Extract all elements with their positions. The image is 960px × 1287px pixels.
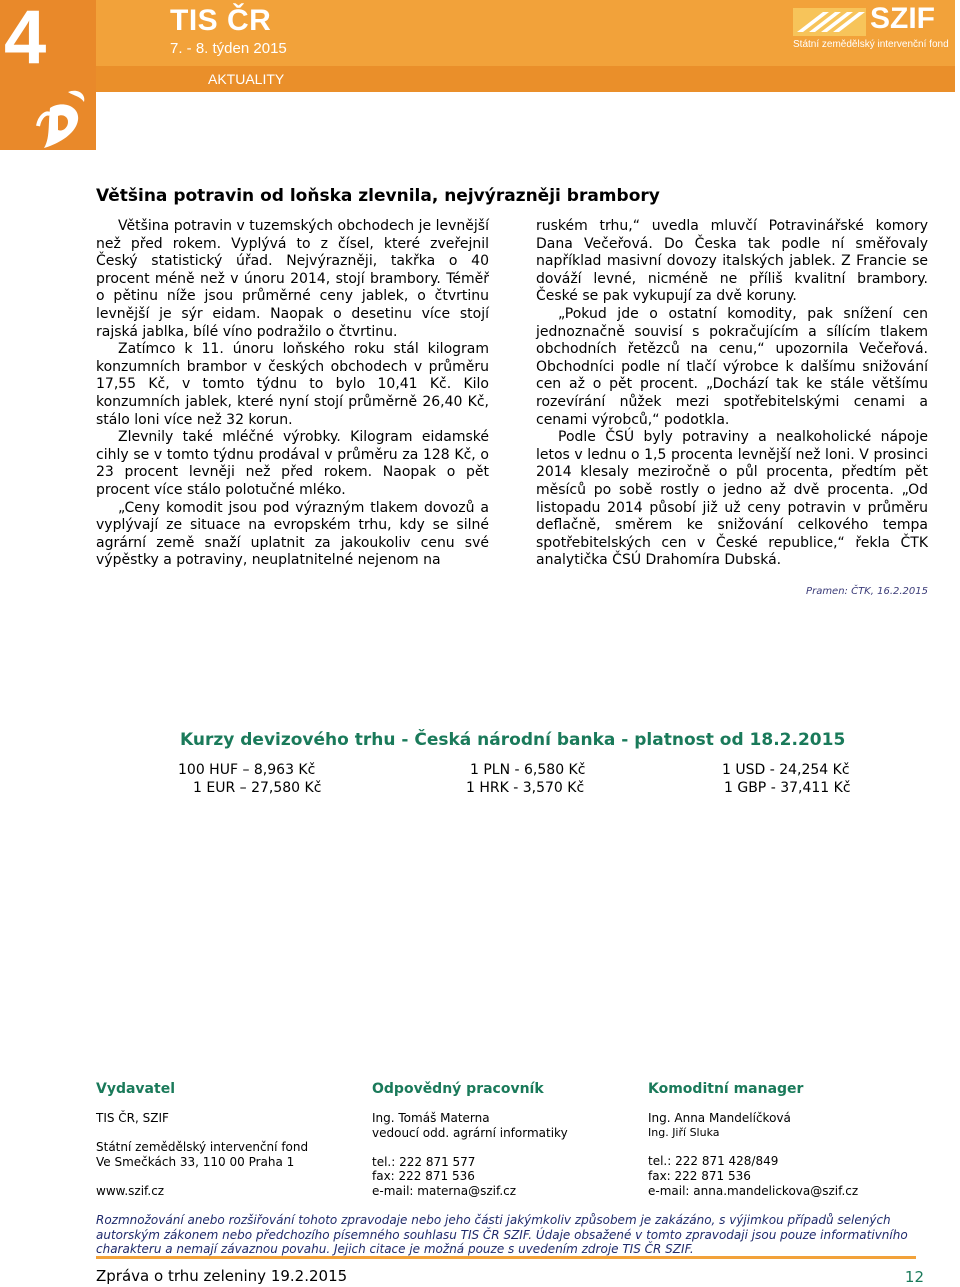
- rate-item: 1 GBP - 37,411 Kč: [724, 780, 851, 796]
- responsible-name: Ing. Tomáš Materna: [372, 1111, 490, 1125]
- responsible-role: vedoucí odd. agrární informatiky: [372, 1126, 568, 1140]
- paragraph: Zatímco k 11. únoru loňského roku stál kilogram konzumních brambor v českých obchodech v průměru 17,55 Kč, v tomto týdnu to bylo 10,41 Kč. Kilo konzumních jablek, které nyní stojí průměrně 26,40 Kč, stálo loni více než 32 korun.: [96, 341, 489, 428]
- manager-email-link[interactable]: e-mail: anna.mandelickova@szif.cz: [648, 1184, 859, 1198]
- rate-item: 1 PLN - 6,580 Kč: [470, 762, 586, 778]
- responsible-tel: tel.: 222 871 577: [372, 1155, 476, 1169]
- paragraph: Zlevnily také mléčné výrobky. Kilogram eidamské cihly se v tomto týdnu prodával v průměru za 128 Kč, o 23 procent levněji než před rokem. Naopak o pět procent více stálo polotučné mléko.: [96, 429, 489, 498]
- copyright-disclaimer: Rozmnožování anebo rozšiřování tohoto zpravodaje nebo jeho části jakýmkoliv způsobem je zakázáno, s výjimkou případů selených autorským zákonem nebo předchozího písemného souhlasu TIS ČR SZIF. Údaje obsažené v tomto zpravodaji jsou pouze informativního charakteru a nemají závaznou povahu. Jejich citace je možná pouze s uvedením zdroje TIS ČR SZIF.: [96, 1213, 908, 1256]
- brand-subtitle: Státní zemědělský intervenční fond: [793, 39, 949, 50]
- responsible-fax: fax: 222 871 536: [372, 1169, 475, 1183]
- rates-title: Kurzy devizového trhu - Česká národní banka - platnost od 18.2.2015: [180, 730, 846, 750]
- article-left-column: [96, 218, 489, 570]
- article-right-column: [536, 218, 928, 570]
- manager-name-2: Ing. Jiří Sluka: [648, 1126, 720, 1139]
- article-headline: Většina potravin od loňska zlevnila, nejvýrazněji brambory: [96, 186, 660, 206]
- article-source: Pramen: ČTK, 16.2.2015: [806, 586, 928, 597]
- manager-tel: tel.: 222 871 428/849: [648, 1154, 779, 1168]
- manager-name-1: Ing. Anna Mandelíčková: [648, 1111, 791, 1125]
- szif-logo-icon: [793, 8, 866, 36]
- rate-item: 100 HUF – 8,963 Kč: [178, 762, 316, 778]
- section-bar: [0, 66, 955, 92]
- responsible-heading: Odpovědný pracovník: [372, 1081, 544, 1097]
- manager-fax: fax: 222 871 536: [648, 1169, 751, 1183]
- vegetable-icon: [28, 86, 94, 150]
- paragraph: „Ceny komodit jsou pod výrazným tlakem dovozů a vyplývají ze situace na evropském trhu, kdy se silné agrární země snaží uplatnit za jakoukoliv cenu své výpěstky a potraviny, neuplatnitelné nejenom na: [96, 499, 489, 569]
- publisher-fund: Státní zemědělský intervenční fond: [96, 1140, 309, 1154]
- publisher-org: TIS ČR, SZIF: [96, 1111, 169, 1125]
- page-number: 12: [904, 1268, 924, 1286]
- publisher-heading: Vydavatel: [96, 1081, 175, 1097]
- paragraph: ruském trhu,“ uvedla mluvčí Potravinářské komory Dana Večeřová. Do Česka tak podle ní směřovaly například masivní dovozy italských jablek. Z Francie se dováží levné, nicméně ne příliš kvalitní brambory. České se pak vykupují za dvě koruny.: [536, 218, 928, 305]
- publication-title: TIS ČR: [170, 4, 272, 37]
- paragraph: „Pokud jde o ostatní komodity, pak snížení cen jednoznačně souvisí s pokračujícím a sílícím tlakem obchodních řetězců na cenu,“ upozornila Večeřová. Obchodníci podle ní tlačí výrobce k dalšímu snižování cen až o pět procent. „Dochází tak ke stále většímu rozevírání nůžek mezi spotřebitelskými cenami a cenami výrobců,“ podotkla.: [536, 305, 928, 428]
- publisher-web-link[interactable]: www.szif.cz: [96, 1184, 165, 1198]
- paragraph: Podle ČSÚ byly potraviny a nealkoholické nápoje letos v lednu o 1,5 procenta levnější než loni. V prosinci 2014 klesaly meziročně o půl procenta, předtím pět měsíců po sobě rostly o jedno až dvě procenta. „Od listopadu 2014 působí již už ceny potravin v průměru deflačně, směrem ke snižování celkového tempa spotřebitelských cen v České republice,“ řekla ČTK analytička ČSÚ Drahomíra Dubská.: [536, 429, 928, 569]
- rate-item: 1 HRK - 3,570 Kč: [466, 780, 585, 796]
- manager-heading: Komoditní manager: [648, 1081, 804, 1097]
- publisher-address: Ve Smečkách 33, 110 00 Praha 1: [96, 1155, 295, 1169]
- week-label: 7. - 8. týden 2015: [170, 40, 287, 57]
- brand-name: SZIF: [870, 2, 935, 35]
- rate-item: 1 USD - 24,254 Kč: [722, 762, 850, 778]
- section-label: AKTUALITY: [208, 71, 285, 87]
- rate-item: 1 EUR – 27,580 Kč: [193, 780, 322, 796]
- responsible-email-link[interactable]: e-mail: materna@szif.cz: [372, 1184, 517, 1198]
- paragraph: Většina potravin v tuzemských obchodech je levnější než před rokem. Vyplývá to z čísel, které zveřejnil Český statistický úřad. Nejvýrazněji, takřka o 40 procent méně než v únoru 2014, stojí brambory. Téměř o pětinu níže jsou průměrné ceny jablek, o čtvrtinu levnější je sýr eidam. Naopak o desetinu více stojí rajská jablka, bílé víno podražilo o čtvrtinu.: [96, 218, 489, 340]
- footer-divider: [96, 1256, 916, 1259]
- issue-number: 4: [4, 0, 47, 80]
- report-title: Zpráva o trhu zeleniny 19.2.2015: [96, 1267, 348, 1285]
